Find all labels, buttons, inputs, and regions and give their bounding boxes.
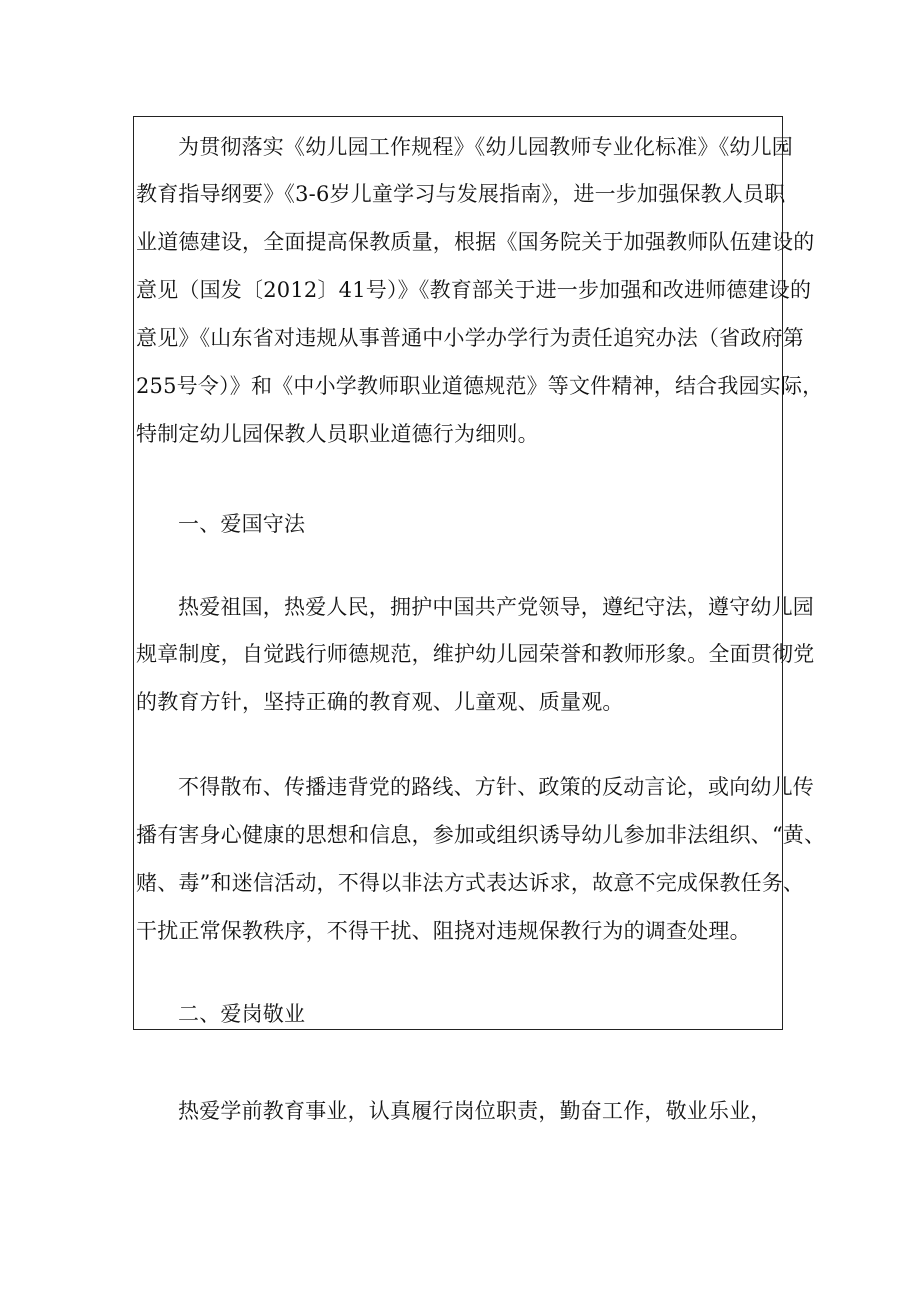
text-line: 赌、毒”和迷信活动，不得以非法方式表达诉求，故意不完成保教任务、: [136, 871, 805, 895]
text-line: 255号令）》和《中小学教师职业道德规范》等文件精神，结合我园实际，: [136, 374, 824, 398]
section-heading-2: 二、爱岗敬业: [178, 1002, 306, 1026]
text-line: 特制定幼儿园保教人员职业道德行为细则。: [136, 422, 539, 446]
text-line: 意见》《山东省对违规从事普通中小学办学行为责任追究办法（省政府第: [136, 326, 804, 350]
text-line: 为贯彻落实《幼儿园工作规程》《幼儿园教师专业化标准》《幼儿园: [178, 135, 793, 159]
text-line: 热爱学前教育事业，认真履行岗位职责，勤奋工作，敬业乐业，: [178, 1099, 772, 1123]
text-line: 不得散布、传播违背党的路线、方针、政策的反动言论，或向幼儿传: [178, 775, 814, 799]
text-line: 播有害身心健康的思想和信息，参加或组织诱导幼儿参加非法组织、“黄、: [136, 823, 826, 847]
text-line: 意见（国发〔2012〕41号）》《教育部关于进一步加强和改进师德建设的: [136, 278, 812, 302]
text-line: 干扰正常保教秩序，不得干扰、阻挠对违规保教行为的调查处理。: [136, 919, 751, 943]
text-line: 热爱祖国，热爱人民，拥护中国共产党领导，遵纪守法，遵守幼儿园: [178, 595, 814, 619]
text-line: 教育指导纲要》《3-6岁儿童学习与发展指南》，进一步加强保教人员职: [136, 182, 786, 206]
section-heading-1: 一、爱国守法: [178, 512, 306, 536]
text-line: 业道德建设，全面提高保教质量，根据《国务院关于加强教师队伍建设的: [136, 230, 815, 254]
text-line: 的教育方针，坚持正确的教育观、儿童观、质量观。: [136, 690, 624, 714]
text-line: 规章制度，自觉践行师德规范，维护幼儿园荣誉和教师形象。全面贯彻党: [136, 642, 815, 666]
